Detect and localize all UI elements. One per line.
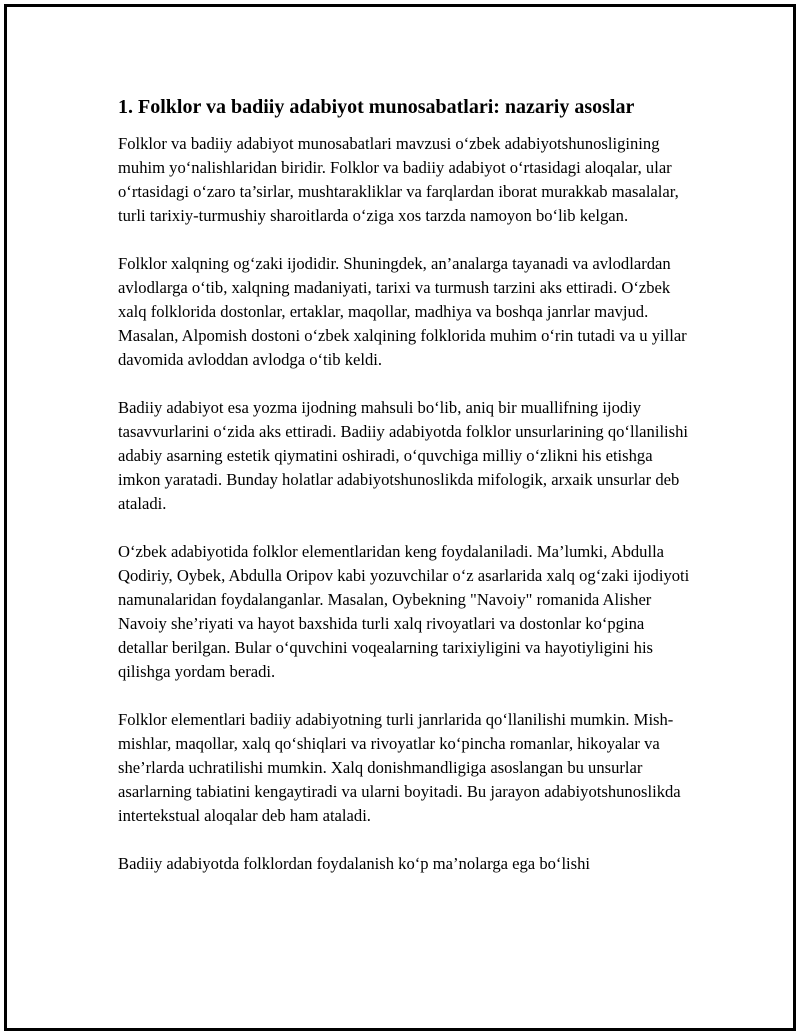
paragraph-5: Folklor elementlari badiiy adabiyotning turli janrlarida qo‘llanilishi mumkin. Mish-mishlar, maqollar, xalq qo‘shiqlari va rivoyatlar ko‘pincha romanlar, hikoyalar va she’rlarda uchratilishi mumkin. Xalq donishmandligiga asoslangan bu unsurlar asarlarning tabiatini kengaytiradi va ularni boyitadi. Bu jarayon adabiyotshunoslikda intertekstual aloqalar deb ham ataladi.: [118, 710, 681, 825]
paragraph-6: Badiiy adabiyotda folklordan foydalanish ko‘p ma’nolarga ega bo‘lishi: [118, 854, 591, 873]
document-body: [118, 93, 698, 900]
section-heading: 1. Folklor va badiiy adabiyot munosabatlari: nazariy asoslar: [118, 96, 635, 118]
paragraph-2: Folklor xalqning og‘zaki ijodidir. Shuningdek, an’analarga tayanadi va avlodlardan avlodlarga o‘tib, xalqning madaniyati, tarixi va turmush tarzini aks ettiradi. O‘zbek xalq folklorida dostonlar, ertaklar, maqollar, madhiya va boshqa janrlar mavjud. Masalan, Alpomish dostoni o‘zbek xalqining folklorida muhim o‘rin tutadi va u yillar davomida avloddan avlodga o‘tib keldi.: [118, 254, 687, 369]
paragraph-4: O‘zbek adabiyotida folklor elementlaridan keng foydalaniladi. Ma’lumki, Abdulla Qodiriy, Oybek, Abdulla Oripov kabi yozuvchilar o‘z asarlarida xalq og‘zaki ijodiyoti namunalaridan foydalanganlar. Masalan, Oybekning "Navoiy" romanida Alisher Navoiy she’riyati va hayot baxshida turli xalq rivoyatlari va dostonlar ko‘pgina detallar berilgan. Bular o‘quvchini voqealarning tarixiyligini va hayotiyligini his qilishga yordam beradi.: [118, 542, 690, 681]
paragraph-3: Badiiy adabiyot esa yozma ijodning mahsuli bo‘lib, aniq bir muallifning ijodiy tasavvurlarini o‘zida aks ettiradi. Badiiy adabiyotda folklor unsurlarining qo‘llanilishi adabiy asarning estetik qiymatini oshiradi, o‘quvchiga milliy o‘zlikni his etishga imkon yaratadi. Bunday holatlar adabiyotshunoslikda mifologik, arxaik unsurlar deb ataladi.: [118, 398, 689, 513]
paragraph-1: Folklor va badiiy adabiyot munosabatlari mavzusi o‘zbek adabiyotshunosligining muhim yo‘nalishlaridan biridir. Folklor va badiiy adabiyot o‘rtasidagi aloqalar, ular o‘rtasidagi o‘zaro ta’sirlar, mushtarakliklar va farqlardan iborat murakkab masalalar, turli tarixiy-turmushiy sharoitlarda o‘ziga xos tarzda namoyon bo‘lib kelgan.: [118, 134, 679, 225]
